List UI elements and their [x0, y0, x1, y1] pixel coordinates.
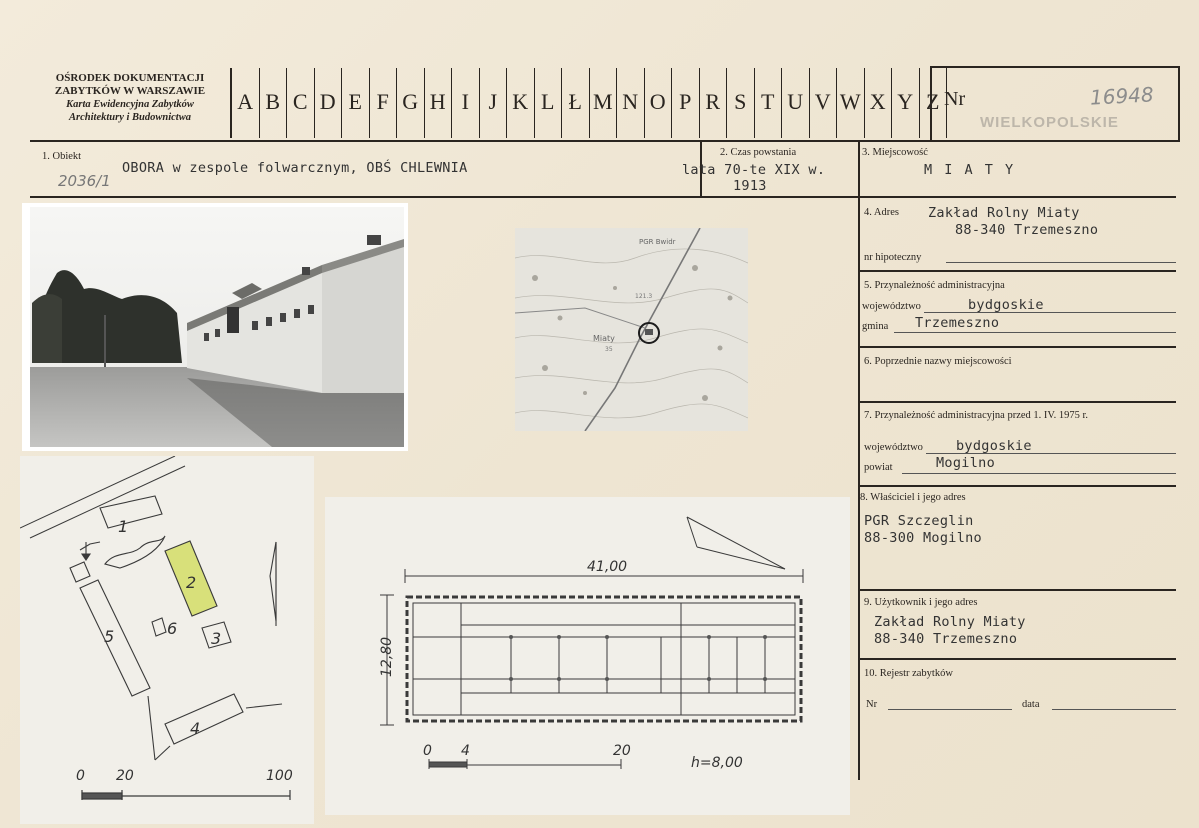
alphabet-index — [232, 68, 947, 138]
field-1-label: 1. Obiekt — [42, 151, 82, 162]
field-5-commune-label: gmina — [862, 321, 889, 332]
map-label-number: 35 — [605, 346, 613, 353]
field-7-voivodeship-value: bydgoskie — [956, 438, 1032, 454]
alphabet-letter-u: U — [782, 68, 810, 138]
alphabet-letter-e: E — [342, 68, 370, 138]
alphabet-letter-n: N — [617, 68, 645, 138]
register-number-label: Nr — [866, 699, 878, 710]
floor-scale-20: 20 — [613, 743, 631, 759]
alphabet-letter-i: I — [452, 68, 480, 138]
alphabet-letter-h: H — [425, 68, 453, 138]
register-number-line — [888, 709, 1012, 710]
field-7-county-label: powiat — [864, 462, 893, 473]
field-5-voivodeship-label: województwo — [862, 301, 921, 312]
field-2-label: 2. Czas powstania — [720, 147, 797, 158]
rule-top — [30, 140, 1176, 142]
site-label-6: 6 — [167, 619, 178, 638]
floor-plan — [325, 497, 850, 815]
field-5-voivodeship-line — [924, 312, 1176, 313]
alphabet-letter-j: J — [480, 68, 508, 138]
org-line-1: OŚRODEK DOKUMENTACJI — [55, 72, 205, 84]
address-line-2: 88-340 Trzemeszno — [955, 222, 1099, 238]
building-photograph — [22, 203, 408, 451]
alphabet-letter-r: R — [700, 68, 728, 138]
site-label-4: 4 — [190, 719, 201, 738]
alphabet-letter-a: A — [232, 68, 260, 138]
construction-year: 1913 — [733, 178, 767, 194]
org-line-2: ZABYTKÓW W WARSZAWIE — [54, 85, 206, 97]
object-name: OBORA w zespole folwarcznym, OBŚ CHLEWNIA — [122, 160, 468, 176]
register-date-label: data — [1022, 699, 1040, 710]
alphabet-letter-p: P — [672, 68, 700, 138]
field-6-label: 6. Poprzednie nazwy miejscowości — [864, 356, 1012, 367]
rule-row1 — [30, 196, 858, 198]
alphabet-letter-ł: Ł — [562, 68, 590, 138]
nr-handwritten-value: 16948 — [1089, 82, 1155, 110]
alphabet-letter-d: D — [315, 68, 343, 138]
floor-width-dimension: 41,00 — [587, 559, 628, 575]
alphabet-letter-g: G — [397, 68, 425, 138]
field-8-label: 8. Właściciel i jego adres — [860, 492, 966, 503]
field-5-commune-value: Trzemeszno — [915, 315, 1000, 331]
alphabet-letter-b: B — [260, 68, 288, 138]
map-label-farm: PGR Bwidr — [639, 238, 676, 246]
site-scale-20: 20 — [116, 768, 134, 784]
mortgage-number-line — [946, 262, 1176, 263]
org-line-3: Karta Ewidencyjna Zabytków — [66, 99, 194, 110]
floor-depth-dimension: 12,80 — [379, 636, 395, 677]
rule-r3 — [858, 346, 1176, 348]
region-stamp: WIELKOPOLSKIE — [980, 114, 1119, 131]
field-7-voivodeship-label: województwo — [864, 442, 923, 453]
alphabet-letter-f: F — [370, 68, 398, 138]
rule-r2 — [858, 270, 1176, 272]
site-label-2: 2 — [186, 573, 197, 592]
site-scale-0: 0 — [76, 768, 85, 784]
rule-r1 — [858, 196, 1176, 198]
field-3-label: 3. Miejscowość — [862, 147, 928, 158]
site-label-5: 5 — [104, 627, 115, 646]
number-box — [930, 66, 1180, 142]
alphabet-letter-k: K — [507, 68, 535, 138]
construction-date: lata 70-te XIX w. — [682, 162, 826, 178]
field-7-county-line — [902, 473, 1176, 474]
field-9-label: 9. Użytkownik i jego adres — [864, 597, 978, 608]
field-5-label: 5. Przynależność administracyjna — [864, 280, 1005, 291]
field-5-voivodeship-value: bydgoskie — [968, 297, 1044, 313]
floor-plan-drawing — [325, 497, 850, 815]
map-label-miaty: Miaty — [593, 334, 615, 343]
floor-height-note: h=8,00 — [691, 755, 743, 771]
rule-r6 — [858, 589, 1176, 591]
field-10-label: 10. Rejestr zabytków — [864, 668, 953, 679]
alphabet-letter-z: Z — [920, 68, 948, 138]
mortgage-number-label: nr hipoteczny — [864, 252, 922, 263]
site-plan-drawing — [20, 456, 314, 824]
alphabet-letter-y: Y — [892, 68, 920, 138]
field-7-voivodeship-line — [926, 453, 1176, 454]
user-line-2: 88-340 Trzemeszno — [874, 631, 1018, 647]
alphabet-letter-m: M — [590, 68, 618, 138]
map-image — [515, 228, 748, 431]
user-line-1: Zakład Rolny Miaty — [874, 614, 1026, 630]
owner-line-2: 88-300 Mogilno — [864, 530, 982, 546]
site-label-1: 1 — [118, 517, 129, 536]
alphabet-letter-c: C — [287, 68, 315, 138]
site-scale-100: 100 — [266, 768, 293, 784]
alphabet-letter-x: X — [865, 68, 893, 138]
site-label-3: 3 — [211, 629, 222, 648]
alphabet-letter-s: S — [727, 68, 755, 138]
floor-scale-0: 0 — [423, 743, 432, 759]
owner-line-1: PGR Szczeglin — [864, 513, 974, 529]
floor-scale-4: 4 — [461, 743, 470, 759]
rule-r7 — [858, 658, 1176, 660]
rule-r4 — [858, 401, 1176, 403]
issuer-block — [30, 72, 230, 124]
field-5-commune-line — [894, 332, 1176, 333]
site-plan — [20, 456, 314, 824]
alphabet-letter-l: L — [535, 68, 563, 138]
register-date-line — [1052, 709, 1176, 710]
field-4-label: 4. Adres — [864, 207, 899, 218]
alphabet-letter-v: V — [810, 68, 838, 138]
alphabet-letter-w: W — [837, 68, 865, 138]
locality: M I A T Y — [924, 162, 1016, 178]
field-7-county-value: Mogilno — [936, 455, 995, 471]
object-reference-number: 2036/1 — [58, 172, 111, 190]
location-map — [515, 228, 748, 431]
photo-image — [22, 203, 408, 451]
map-label-elevation: 121.3 — [635, 293, 653, 300]
org-line-4: Architektury i Budownictwa — [69, 112, 191, 123]
address-line-1: Zakład Rolny Miaty — [928, 205, 1080, 221]
alphabet-letter-o: O — [645, 68, 673, 138]
nr-label: Nr — [944, 88, 966, 110]
field-7-label: 7. Przynależność administracyjna przed 1. IV. 1975 r. — [864, 410, 1089, 421]
rule-r5 — [858, 485, 1176, 487]
right-column-divider — [858, 140, 860, 780]
alphabet-letter-t: T — [755, 68, 783, 138]
